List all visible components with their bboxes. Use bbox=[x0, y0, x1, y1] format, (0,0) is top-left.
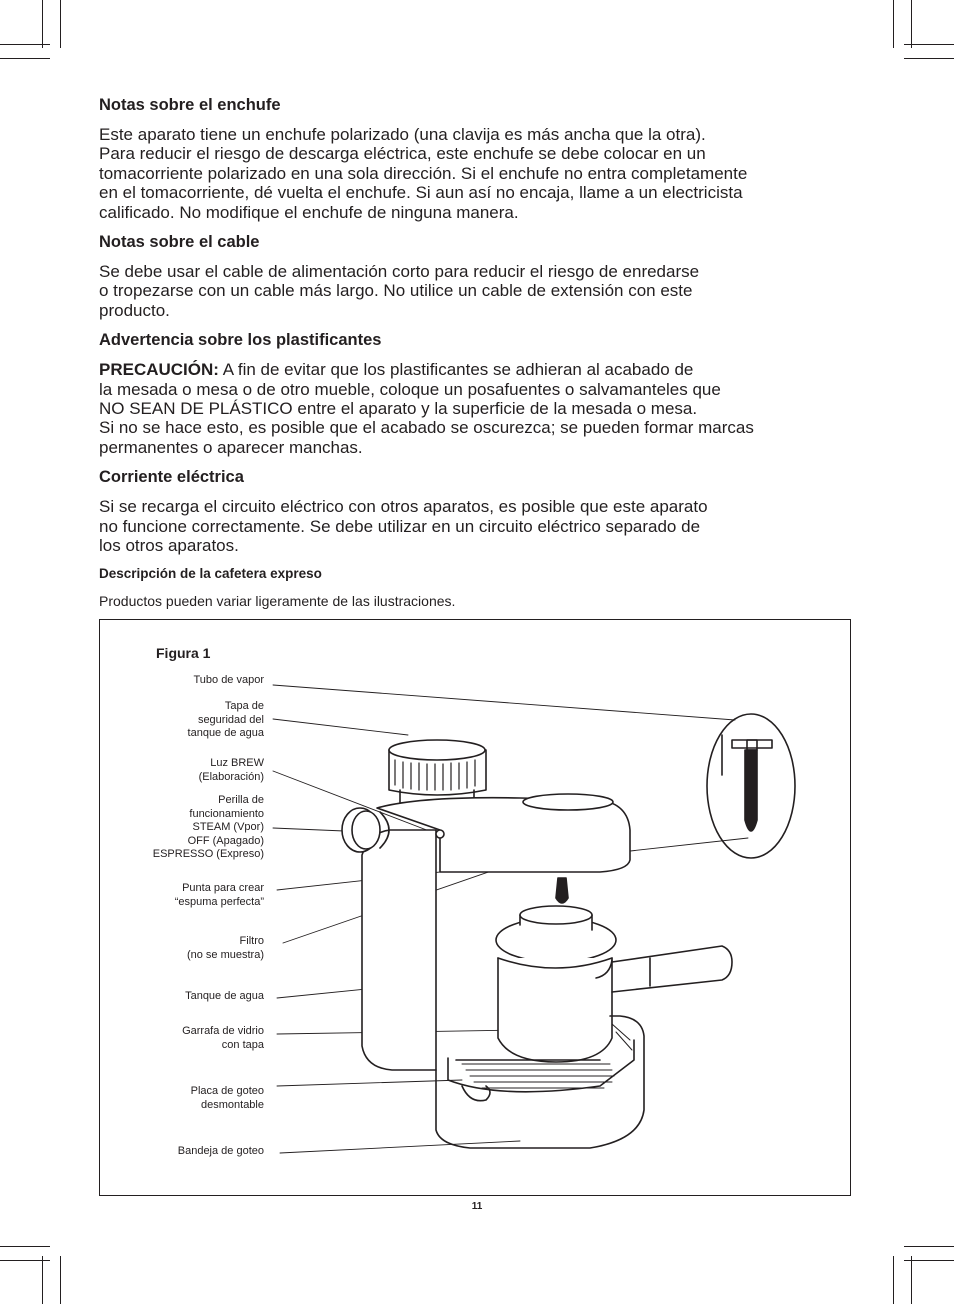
callout-glass-carafe: Garrafa de vidrio con tapa bbox=[182, 1025, 264, 1051]
section-body-power: Si se recarga el circuito eléctrico con otros aparatos, es posible que este aparato no funcione correctamente. Se debe utilizar en un circuito eléctrico separado de los otros aparatos. bbox=[99, 497, 708, 556]
section-heading-power: Corriente eléctrica bbox=[99, 468, 244, 487]
section-body-cord: Se debe usar el cable de alimentación corto para reducir el riesgo de enredarse o tropezarse con un cable más largo. No utilice un cable de extensión con este producto. bbox=[99, 262, 700, 320]
callout-drip-tray: Bandeja de goteo bbox=[177, 1145, 264, 1157]
callout-filter: Filtro (no se muestra) bbox=[186, 935, 264, 961]
callout-control-knob: Perilla de funcionamiento STEAM (Vpor) OFF (Apagado) ESPRESSO (Expreso) bbox=[152, 794, 264, 861]
leader-lines bbox=[273, 685, 748, 1153]
callout-drip-plate: Placa de goteo desmontable bbox=[190, 1085, 264, 1111]
description-heading: Descripción de la cafetera expreso bbox=[99, 565, 322, 581]
callout-tank-cap: Tapa de seguridad del tanque de agua bbox=[187, 700, 264, 740]
section-heading-plug: Notas sobre el enchufe bbox=[99, 96, 281, 114]
caution-label: PRECAUCIÓN: bbox=[99, 360, 219, 380]
callout-steam-tube: Tubo de vapor bbox=[193, 674, 264, 686]
section-heading-plasticizer: Advertencia sobre los plastificantes bbox=[99, 331, 382, 350]
steam-tube-detail bbox=[707, 714, 795, 858]
figure-title: Figura 1 bbox=[156, 645, 211, 661]
caution-text: A fin de evitar que los plastificantes se adhieran al acabado de la mesada o mesa o de otro mueble, coloque un posafuentes o salvamanteles que NO SEAN DE PLÁSTICO entre el aparato y la superficie de la mesada o mesa. Si no se hace esto, es posible que el acabado se oscurezca; se pueden formar marcas permanentes o aparecer manchas. bbox=[99, 360, 754, 457]
callout-water-tank: Tanque de agua bbox=[185, 990, 264, 1002]
callout-brew-light: Luz BREW (Elaboración) bbox=[198, 757, 264, 783]
description-note: Productos pueden variar ligeramente de las ilustraciones. bbox=[99, 592, 456, 609]
callout-frothing-tip: Punta para crear “espuma perfecta” bbox=[174, 882, 264, 908]
page-number: 11 bbox=[471, 1201, 483, 1212]
section-body-plug: Este aparato tiene un enchufe polarizado (una clavija es más ancha que la otra). Para reducir el riesgo de descarga eléctrica, este enchufe se debe colocar en un tomacorriente polarizado en una sola dirección. Si el enchufe no entra completamente en el tomacorriente, dé vuelta el enchufe. Si aun así no encaja, llame a un electricista calificado. No modifique el enchufe de ninguna manera. bbox=[99, 125, 748, 222]
section-heading-cord: Notas sobre el cable bbox=[99, 233, 260, 252]
